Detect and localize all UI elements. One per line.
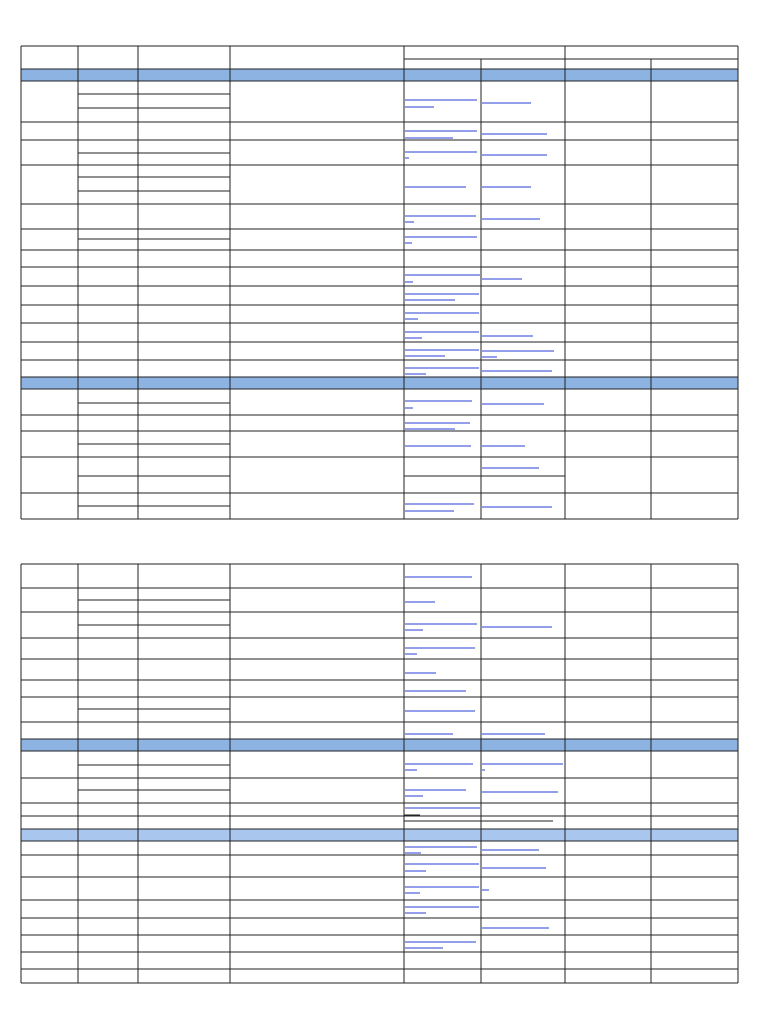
table-1 bbox=[21, 46, 738, 519]
section-band bbox=[21, 69, 738, 81]
section-band bbox=[21, 829, 738, 841]
section-band bbox=[21, 739, 738, 751]
section-band bbox=[21, 377, 738, 389]
table-2 bbox=[21, 564, 738, 983]
section-header-bands bbox=[21, 69, 738, 841]
